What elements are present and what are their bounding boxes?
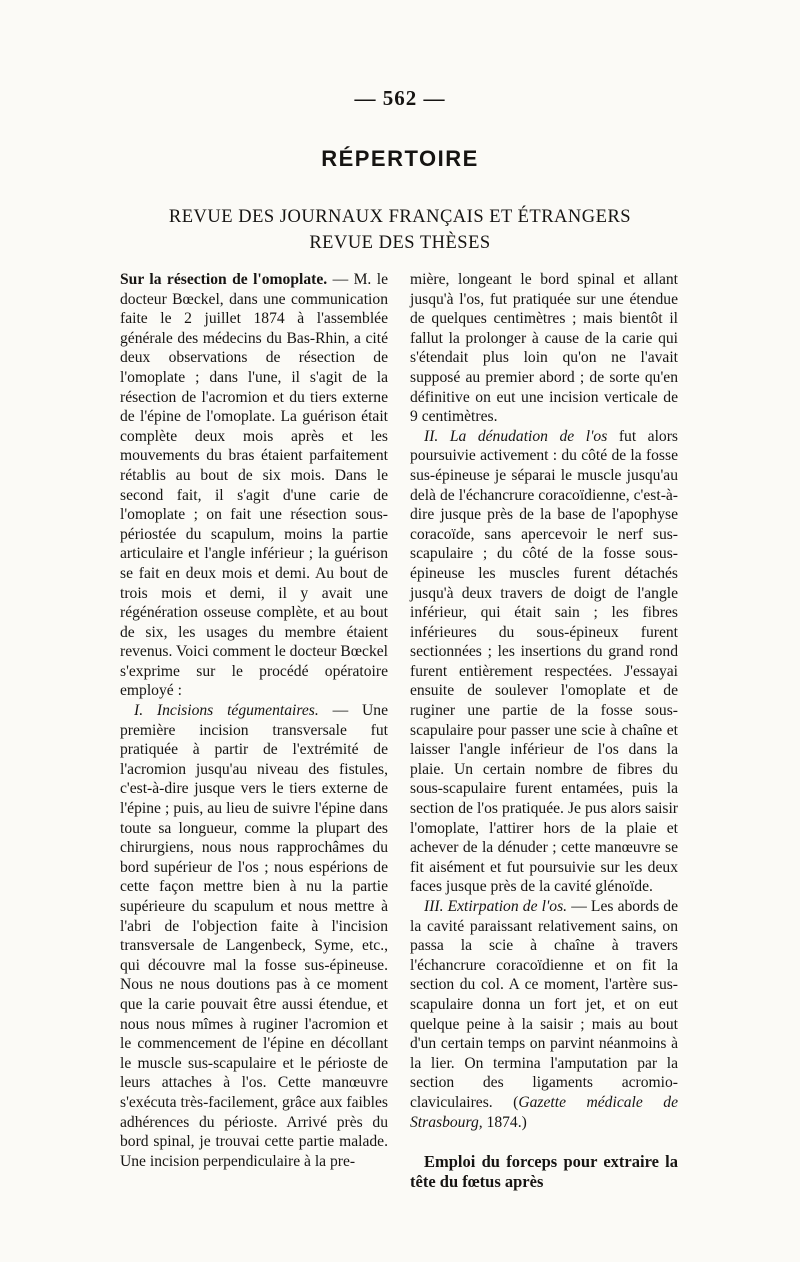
article-title: Sur la résection de l'omoplate.	[120, 271, 328, 288]
next-article-title: Emploi du forceps pour extraire la tête du fœtus après	[410, 1152, 678, 1192]
extirpation-text: — Les abords de la cavité paraissant relativement sains, on passa la scie à chaîne à travers l'échancrure coracoïdienne et on fit la section du col. A ce moment, l'artère sus-scapulaire donna un fort jet, et on eut quelque peine à la saisir ; mais au bout d'un certain temps on parvint néanmoins à la lier. On termina l'amputation par la section des ligaments acromio-claviculaires. (	[410, 898, 678, 1111]
subtitle-theses: REVUE DES THÈSES	[309, 233, 491, 253]
citation-source: Gazette médicale de Strasbourg,	[410, 1093, 678, 1131]
extirpation-heading: III. Extirpation de l'os.	[424, 898, 568, 915]
subtitle-journals: REVUE DES JOURNAUX FRANÇAIS ET ÉTRANGERS	[168, 207, 632, 227]
citation-year: 1874.)	[482, 1113, 527, 1131]
section-title: RÉPERTOIRE	[321, 146, 479, 171]
article-intro-paragraph	[120, 270, 388, 701]
continued-paragraph: mière, longeant le bord spinal et allant jusqu'à l'os, fut pratiquée sur une étendue de quelques centimètres ; mais bientôt il fallut la prolonger à cause de la carie qui s'étendait plus loin qu'on ne l'avait supposé au premier abord ; de sorte qu'en définitive on eut une incision verticale de 9 centimètres.	[410, 271, 678, 426]
incisions-paragraph	[120, 701, 388, 1171]
incisions-heading: I. Incisions tégumentaires.	[134, 702, 319, 720]
denudation-paragraph	[410, 427, 678, 897]
denudation-text: fut alors poursuivie activement : du côté de la fosse sus-épineuse je séparai le muscle jusqu'au delà de l'échancrure coracoïdienne, c'est-à-dire jusque près de la base de l'apophyse coracoïde, sans apercevoir le nerf sus-scapulaire ; du côté de la fosse sous-épineuse les muscles furent détachés jusqu'à deux travers de doigt de l'angle inférieur, qui était sain ; les fibres inférieures du sous-épineux furent sectionnées ; les insertions du grand rond furent entièrement respectées. J'essayai ensuite de soulever l'omoplate et de ruginer une partie de la fosse sous-scapulaire pour passer une scie à chaîne et laisser l'angle inférieur de l'os dans la plaie. Un certain nombre de fibres du sous-scapulaire furent entamées, puis la section de l'os pratiquée. Je pus alors saisir l'omoplate, l'attirer hors de la plaie et achever de la dénuder ; cette manœuvre se fit aisément et fut poursuivie sur les deux faces jusque près de la cavité glénoïde.	[410, 427, 678, 896]
page-number: — 562 —	[354, 86, 446, 110]
article-intro-text: — M. le docteur Bœckel, dans une communication faite le 2 juillet 1874 à l'assemblée générale des médecins du Bas-Rhin, a cité deux observations de résection de l'omoplate ; dans l'une, il s'agit de la résection de l'acromion et du tiers externe de l'épine de l'omoplate. La guérison était complète deux mois après et les mouvements du bras étaient parfaitement rétablis au bout de six mois. Dans le second fait, il s'agit d'une carie de l'omoplate ; on fait une résection sous-périostée du scapulum, moins la partie articulaire et l'angle inférieur ; la guérison se fait en deux mois et demi. Au bout de trois mois et demi, il y avait une régénération osseuse complète, et au bout de six, les usages du membre étaient revenus. Voici comment le docteur Bœckel s'exprime sur le procédé opératoire employé :	[120, 271, 388, 700]
extirpation-paragraph	[410, 897, 678, 1132]
left-column	[120, 270, 388, 1171]
right-column	[410, 270, 678, 1192]
denudation-heading: II. La dénudation de l'os	[424, 427, 608, 445]
incisions-text: — Une première incision transversale fut pratiquée à partir de l'extrémité de l'acromion jusqu'au niveau des fistules, c'est-à-dire jusque vers le tiers externe de l'épine ; puis, au lieu de suivre l'épine dans toute sa longueur, comme la plupart des chirurgiens, nous nous rapprochâmes du bord supérieur de l'os ; nous espérions de cette façon mettre bien à nu la partie supérieure du scapulum et nous mettre à l'abri de l'objection faite à l'incision transversale de Langenbeck, Syme, etc., qui découvre mal la fosse sus-épineuse. Nous ne nous doutions pas à ce moment que la carie pouvait être aussi étendue, et nous nous mîmes à ruginer l'acromion et le commencement de l'épine en décollant le muscle sus-scapulaire et le périoste de leurs attaches à l'os. Cette manœuvre s'exécuta très-facilement, grâce aux faibles adhérences du périoste. Arrivé près du bord spinal, je trouvai cette partie malade. Une incision perpendiculaire à la pre-	[120, 702, 388, 1170]
